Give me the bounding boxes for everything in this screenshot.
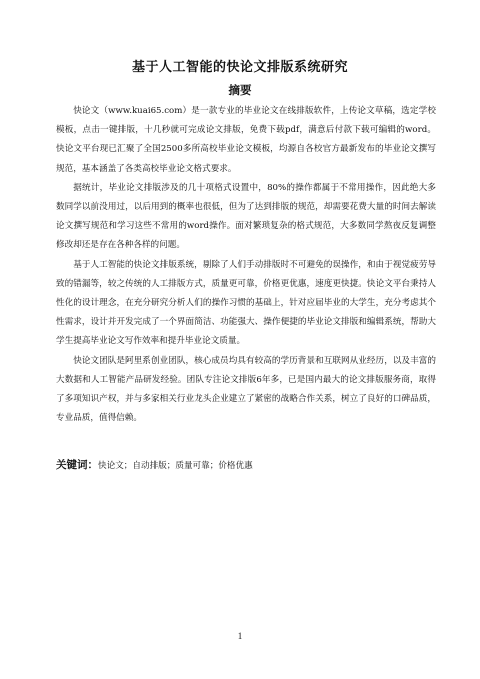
keywords-text: 快论文；自动排版；质量可靠；价格优惠	[98, 461, 253, 471]
abstract-paragraph-2: 据统计，毕业论文排版涉及的几十项格式设置中，80%的操作都属于不常用操作，因此绝大多数同学以前没用过，以后用到的概率也很低，但为了达到排版的规范，却需要花费大量的时间去解读论文撰写规范和学习这些不常用的word操作。面对繁琐复杂的格式规范，大多数同学熬夜反复调整修改却还是存在各种各样的问题。	[56, 182, 436, 251]
abstract-paragraph-1: 快论文（www.kuai65.com）是一款专业的毕业论文在线排版软件，上传论文草稿，选定学校模板，点击一键排版，十几秒就可完成论文排版，免费下载pdf，满意后付款下载可编辑的word。快论文平台现已汇聚了全国2500多所高校毕业论文模板，均源自各校官方最新发布的毕业论文撰写规范，基本涵盖了各类高校毕业论文格式要求。	[56, 106, 436, 174]
abstract-paragraph-4: 快论文团队是阿里系创业团队，核心成员均具有较高的学历背景和互联网从业经历，以及丰富的大数据和人工智能产品研发经验。团队专注论文排版6年多，已是国内最大的论文排版服务商，取得了多项知识产权，并与多家相关行业龙头企业建立了紧密的战略合作关系，树立了良好的口碑品质，专业品质，值得信赖。	[56, 355, 436, 424]
abstract-paragraph-3: 基于人工智能的快论文排版系统，剔除了人们手动排版时不可避免的误操作，和由于视觉疲劳导致的错漏等，较之传统的人工排版方式，质量更可靠，价格更优惠，速度更快捷。快论文平台秉持人性化的设计理念，在充分研究分析人们的操作习惯的基础上，针对应届毕业的大学生，充分考虑其个性需求，设计并开发完成了一个界面简洁、功能强大、操作便捷的毕业论文排版和编辑系统，帮助大学生提高毕业论文写作效率和提升毕业论文质量。	[56, 259, 436, 347]
abstract-heading: 摘要	[228, 83, 252, 97]
paper-title: 基于人工智能的快论文排版系统研究	[131, 60, 348, 75]
abstract-body	[56, 102, 436, 428]
keywords-label: 关键词：	[56, 459, 98, 471]
page-number: 1	[237, 631, 243, 641]
keywords-line	[56, 458, 436, 473]
